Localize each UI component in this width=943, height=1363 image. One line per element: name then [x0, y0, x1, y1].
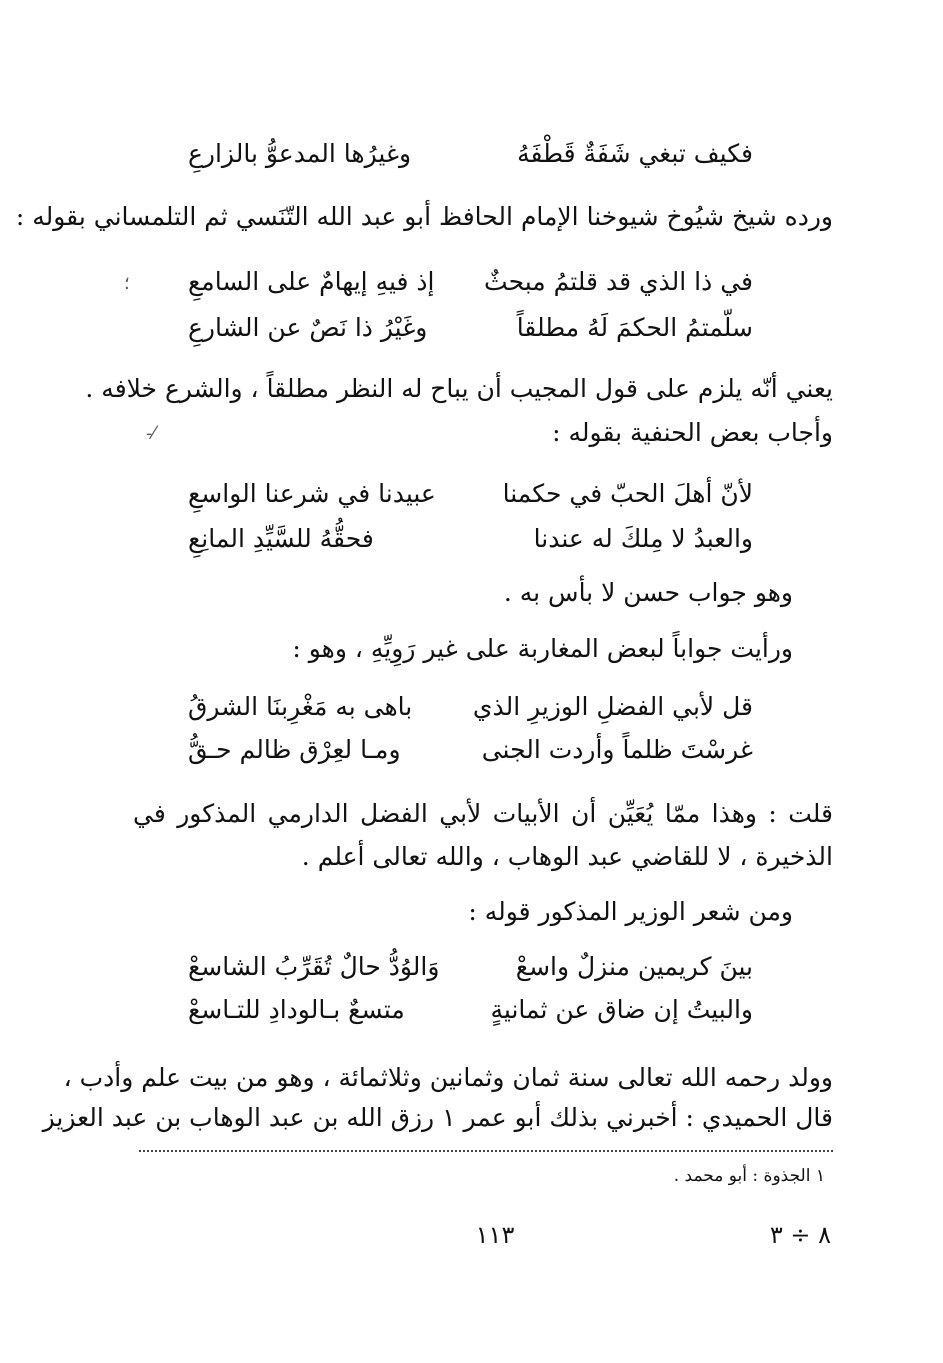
paragraph-line: ومن شعر الوزير المذكور قوله : [468, 897, 793, 926]
verse-hemistich-second: وغيرُها المدعوُّ بالزارعِ [188, 139, 412, 168]
paragraph-line: وهو جواب حسن لا بأس به . [503, 578, 793, 607]
verse-hemistich-first: والبيتُ إن ضاق عن ثمانيةٍ [490, 995, 753, 1024]
paragraph-line: قلت : وهذا ممّا يُعَيِّن أن الأبيات لأبي الفضل الدارمي المذكور في [133, 799, 833, 828]
paragraph-line: ورده شيخ شيُوخ شيوخنا الإمام الحافظ أبو عبد الله التّنَسي ثم التلمساني بقوله : [15, 202, 833, 231]
verse-hemistich-second: إذ فيهِ إيهامٌ على السامعِ [188, 267, 435, 296]
verse-hemistich-first: في ذا الذي قد قلتمُ مبحثٌ [484, 267, 753, 296]
verse-hemistich-second: وَالوُدُّ حالٌ تُقَرِّبُ الشاسعْ [188, 952, 440, 981]
verse-hemistich-first: والعبدُ لا مِلكَ له عندنا [533, 524, 753, 553]
verse-hemistich-first: لأنّ أهلَ الحبّ في حكمنا [502, 479, 753, 508]
verse-hemistich-first: سلّمتمُ الحكمَ لَهُ مطلقاً [516, 313, 753, 342]
paragraph-line: يعني أنّه يلزم على قول المجيب أن يباح له النظر مطلقاً ، والشرع خلافه . [85, 374, 833, 403]
paragraph-line: وولد رحمه الله تعالى سنة ثمان وثمانين وثلاثمائة ، وهو من بيت علم وأدب ، [63, 1063, 833, 1092]
verse-hemistich-first: بينَ كريمين منزلٌ واسعْ [515, 952, 753, 981]
verse-hemistich-second: وغَيْرُ ذا نَصٌ عن الشارعِ [188, 313, 428, 342]
paragraph-line: ورأيت جواباً لبعض المغاربة على غير رَوِيِّهِ ، وهو : [292, 634, 793, 663]
paragraph-line: الذخيرة ، لا للقاضي عبد الوهاب ، والله تعالى أعلم . [301, 842, 833, 871]
paragraph-line: وأجاب بعض الحنفية بقوله : [552, 418, 833, 447]
printer-signature: ٨ ÷ ٣ [769, 1221, 831, 1249]
margin-mark: -⁄ [146, 423, 156, 444]
paragraph-line: قال الحميدي : أخبرني بذلك أبو عمر ١ رزق الله بن عبد الوهاب بن عبد العزيز [42, 1103, 833, 1132]
verse-hemistich-first: غرسْتَ ظلماً وأردت الجنى [481, 735, 753, 764]
verse-hemistich-second: باهى به مَغْرِبنَا الشرقُ [188, 692, 413, 721]
footnote-separator [139, 1150, 833, 1152]
verse-hemistich-second: عبيدنا في شرعنا الواسعِ [188, 479, 436, 508]
verse-hemistich-second: متسعٌ بـالودادِ للتـاسعْ [188, 995, 405, 1024]
margin-mark: ؛ [124, 273, 130, 294]
verse-hemistich-second: فحقُّهُ للسَّيِّدِ المانِعِ [188, 524, 374, 553]
verse-hemistich-first: فكيف تبغي شَفَةٌ قَطْفَهُ [517, 139, 753, 168]
verse-hemistich-second: ومـا لعِرْق ظالم حـقُّ [188, 735, 401, 764]
page-number: ١١٣ [475, 1221, 515, 1249]
verse-hemistich-first: قل لأبي الفضلِ الوزيرِ الذي [472, 692, 753, 721]
footnote: ١ الجذوة : أبو محمد . [673, 1166, 825, 1186]
